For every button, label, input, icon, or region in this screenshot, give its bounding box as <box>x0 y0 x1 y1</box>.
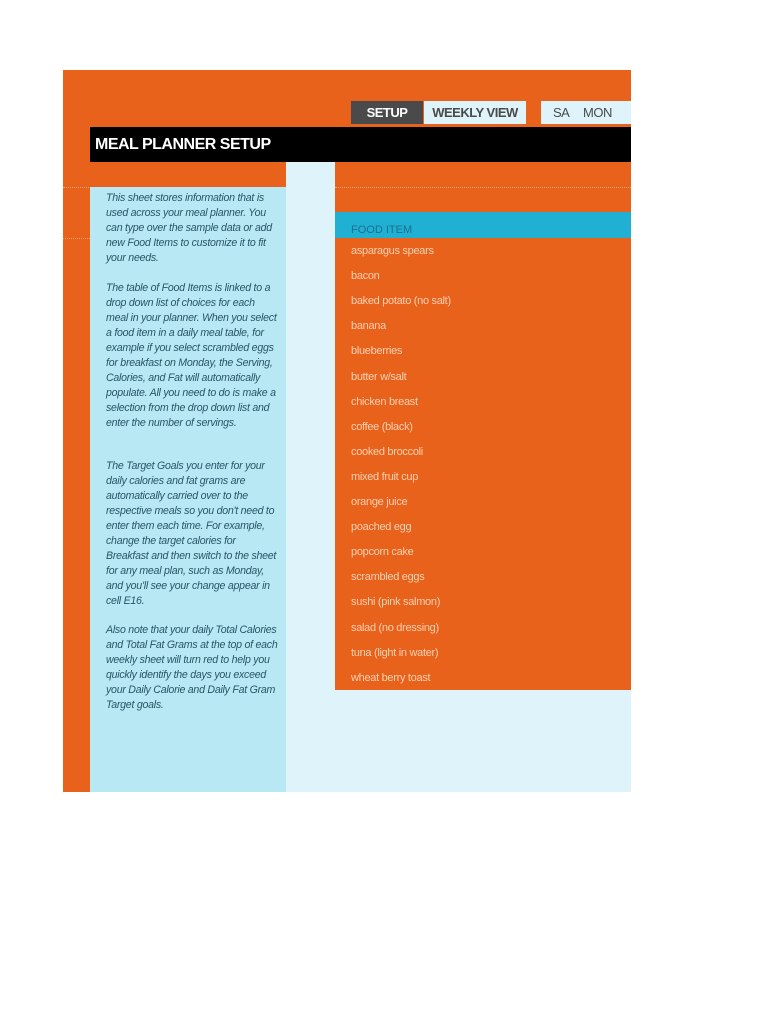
food-item-cell[interactable]: poached egg <box>351 521 412 534</box>
food-item-cell[interactable]: asparagus spears <box>351 245 434 257</box>
tab-saturday[interactable]: SA <box>541 101 577 124</box>
food-item-cell[interactable]: sushi (pink salmon) <box>351 596 441 609</box>
tab-weekly-view[interactable]: WEEKLY VIEW <box>424 101 526 124</box>
food-item-cell[interactable]: blueberries <box>351 345 403 358</box>
instructions-paragraph: This sheet stores information that is used across your meal planner. You can type over the sample data or add new Food Items to customize it to fit your needs. <box>106 192 272 264</box>
food-item-column-header: FOOD ITEM <box>335 212 631 238</box>
food-item-cell[interactable]: tuna (light in water) <box>351 646 439 659</box>
food-item-cell[interactable]: orange juice <box>351 496 408 508</box>
food-item-cell[interactable]: cooked broccoli <box>351 445 423 458</box>
instructions-paragraph: The Target Goals you enter for your daily calories and fat grams are automatically carried over to the respective meals so you don't need to enter them each time. For example, change the target calories for Breakfast and then switch to the sheet for any meal plan, such as Monday, and you'll see your change appear in cell E16. <box>106 460 277 607</box>
food-item-cell[interactable]: butter w/salt <box>351 370 407 383</box>
instructions-panel <box>90 187 286 792</box>
food-item-cell[interactable]: banana <box>351 320 386 333</box>
food-item-cell[interactable]: bacon <box>351 270 380 283</box>
food-item-cell[interactable]: baked potato (no salt) <box>351 295 451 308</box>
spacer-column <box>286 162 335 792</box>
instructions-paragraph: Also note that your daily Total Calories and Total Fat Grams at the top of each weekly sheet will turn red to help you quickly identify the days you exceed your Daily Calorie and Daily Fat Gram Target goals. <box>106 624 278 711</box>
page-title: MEAL PLANNER SETUP <box>90 127 631 162</box>
meal-planner-sheet <box>63 70 631 792</box>
food-items-table <box>335 162 631 690</box>
tab-monday[interactable]: MON <box>577 101 631 124</box>
food-table-area <box>286 162 631 792</box>
instructions-paragraph: The table of Food Items is linked to a drop down list of choices for each meal in your planner. When you select a food item in a daily meal table, for example if you select scrambled eggs for breakfast on Monday, the Serving, Calories, and Fat will automatically populate. All you need to do is make a selection from the drop down list and enter the number of servings. <box>106 282 277 429</box>
food-item-cell[interactable]: scrambled eggs <box>351 571 425 584</box>
food-item-cell[interactable]: popcorn cake <box>351 546 414 559</box>
food-item-cell[interactable]: coffee (black) <box>351 420 413 433</box>
gridline <box>335 187 631 188</box>
food-item-cell[interactable]: chicken breast <box>351 395 418 408</box>
food-item-cell[interactable]: mixed fruit cup <box>351 470 419 483</box>
gridline <box>63 238 90 239</box>
food-item-cell[interactable]: salad (no dressing) <box>351 621 439 634</box>
food-item-cell[interactable]: wheat berry toast <box>351 671 431 684</box>
tab-setup[interactable]: SETUP <box>351 101 423 124</box>
